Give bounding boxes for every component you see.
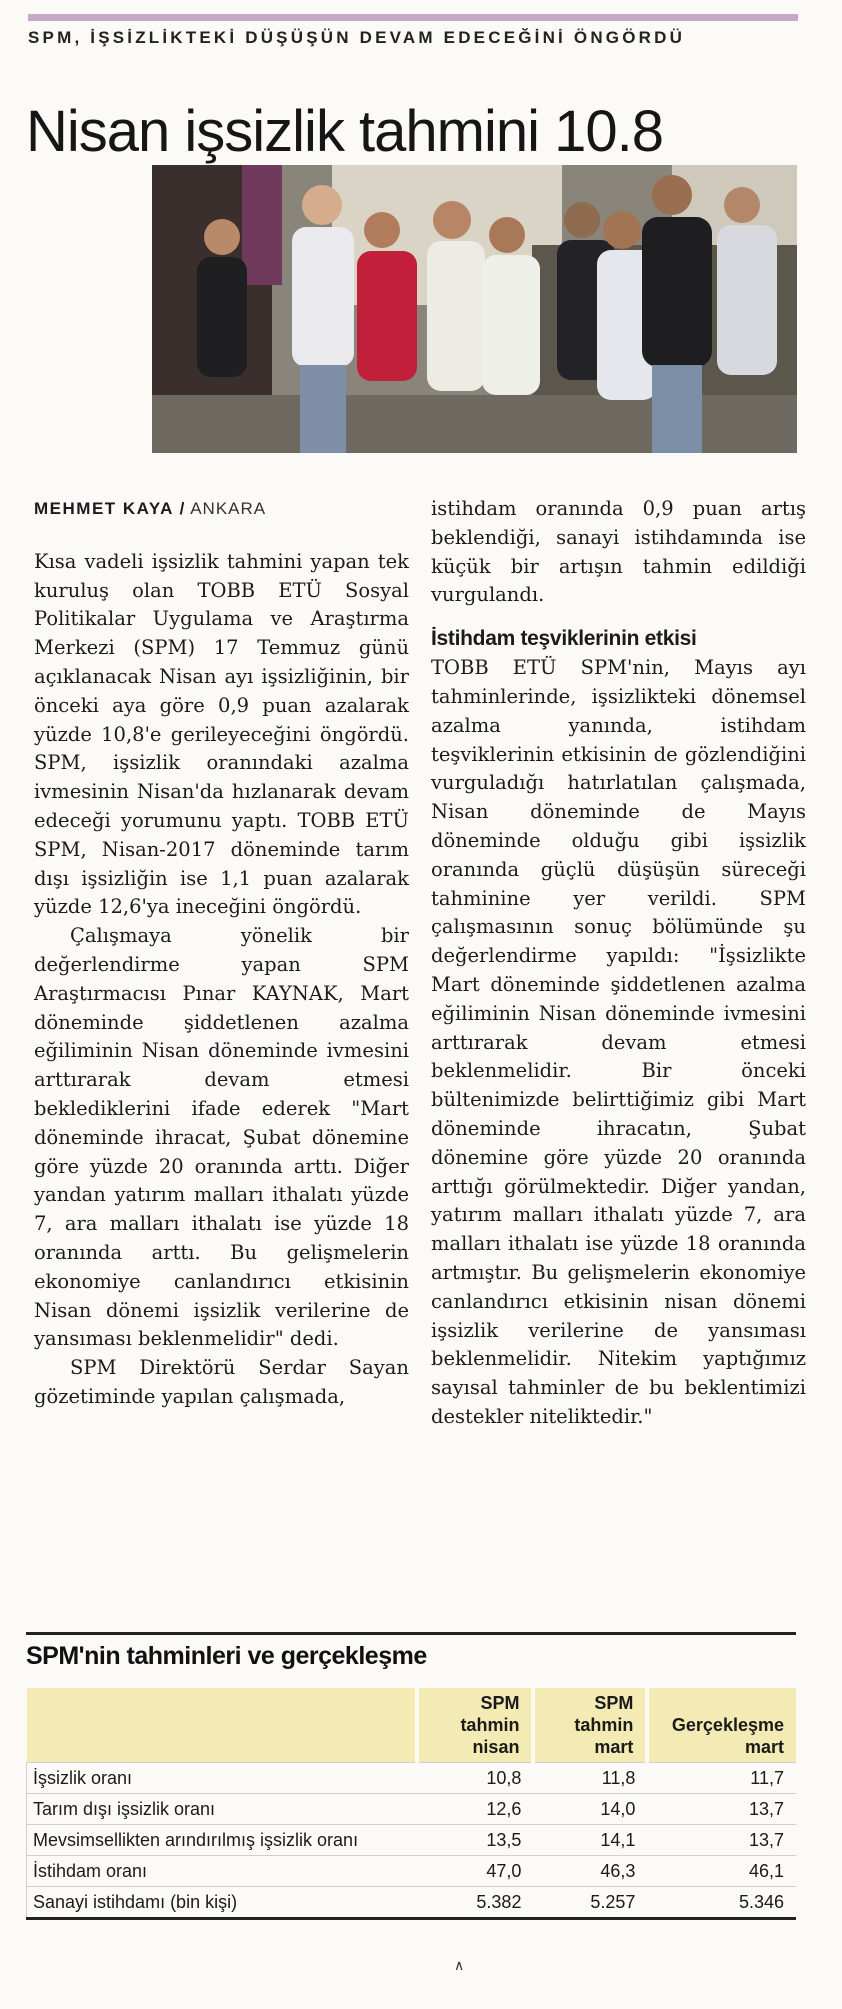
- top-color-rule: [28, 14, 798, 21]
- table-cell: 11,7: [647, 1763, 796, 1794]
- table-cell: 46,3: [533, 1856, 647, 1887]
- table-cell: 13,7: [647, 1794, 796, 1825]
- table-row-label: Sanayi istihdamı (bin kişi): [27, 1887, 417, 1919]
- article-column-left: [34, 495, 409, 1412]
- article-paragraph: Çalışmaya yönelik bir değerlendirme yapan SPM Araştırmacısı Pınar KAYNAK, Mart döneminde şiddetlenen azalma eğiliminin Nisan döneminde ivmesini arttırarak devam etmesi beklediklerini ifade ederek "Mart döneminde ihracat, Şubat dönemine göre yüzde 20 oranında arttı. Diğer yandan yatırım malları ithalatı yüzde 7, ara malları ithalatı ise yüzde 18 oranında arttı. Bu gelişmelerin ekonomiye canlandırıcı etkisinin Nisan dönemi işsizlik verilerine de yansıması beklenmelidir" dedi.: [34, 924, 409, 1351]
- table-row-label: Tarım dışı işsizlik oranı: [27, 1794, 417, 1825]
- table-header-blank: [27, 1688, 417, 1763]
- table-row: [27, 1794, 797, 1825]
- table-header-cell: SPM tahmin nisan: [417, 1688, 534, 1763]
- table-row: [27, 1825, 797, 1856]
- forecast-table: [26, 1688, 796, 1920]
- table-cell: 14,1: [533, 1825, 647, 1856]
- table-header-row: [27, 1688, 797, 1763]
- table-cell: 13,7: [647, 1825, 796, 1856]
- page-mark: ∧: [454, 1958, 465, 1974]
- article-kicker: SPM, İŞSİZLİKTEKİ DÜŞÜŞÜN DEVAM EDECEĞİNİ ÖNGÖRDÜ: [28, 28, 686, 47]
- table-cell: 11,8: [533, 1763, 647, 1794]
- table-header-cell: Gerçekleşme mart: [647, 1688, 796, 1763]
- byline: [34, 495, 409, 524]
- article-paragraph: TOBB ETÜ SPM'nin, Mayıs ayı tahminlerinde, işsizlikteki dönemsel azalma yanında, istihdam teşviklerinin etkisinin de gözlendiğini vurguladığı hatırlatılan çalışmada, Nisan döneminde de Mayıs döneminde olduğu gibi işsizlik oranında güçlü düşüşün süreceği tahminine yer verildi. SPM çalışmasının sonuç bölümünde şu değerlendirme yapıldı: "İşsizlikte Mart döneminde şiddetlenen azalma eğiliminin Nisan döneminde ivmesini arttırarak devam etmesi beklenmelidir. Bir önceki bültenimizde belirttiğimiz gibi Mart döneminde ihracatın, Şubat dönemine göre yüzde 20 oranında arttığı görülmektedir. Diğer yandan, yatırım malları ithalatı yüzde 7, ara malları ithalatı ise yüzde 18 oranında artmıştır. Bu gelişmelerin ekonomiye canlandırıcı etkisinin nisan dönemi işsizlik verilerine de yansıması beklenmelidir. Nitekim yaptığımız sayısal tahminler de bu beklentimizi destekler niteliktedir.": [431, 656, 806, 1428]
- table-cell: 5.382: [417, 1887, 534, 1919]
- table-row: [27, 1763, 797, 1794]
- table-row: [27, 1856, 797, 1887]
- table-cell: 5.257: [533, 1887, 647, 1919]
- table-cell: 14,0: [533, 1794, 647, 1825]
- table-cell: 46,1: [647, 1856, 796, 1887]
- byline-location: ANKARA: [190, 499, 267, 518]
- table-row-label: İstihdam oranı: [27, 1856, 417, 1887]
- article-column-right: [431, 495, 806, 1432]
- table-row-label: İşsizlik oranı: [27, 1763, 417, 1794]
- article-headline: Nisan işsizlik tahmini 10.8: [26, 98, 664, 164]
- table-header-cell: SPM tahmin mart: [533, 1688, 647, 1763]
- table-row: [27, 1887, 797, 1919]
- table-cell: 5.346: [647, 1887, 796, 1919]
- news-photo: [152, 165, 797, 453]
- article-paragraph: Kısa vadeli işsizlik tahmini yapan tek kuruluş olan TOBB ETÜ Sosyal Politikalar Uygulama ve Araştırma Merkezi (SPM) 17 Temmuz günü açıklanacak Nisan ayı işsizliğinin, bir önceki aya göre 0,9 puan azalarak yüzde 10,8'e gerileyeceğini öngördü. SPM, işsizlik oranındaki azalma ivmesinin Nisan'da hızlanarak devam edeceği yorumunu yaptı. TOBB ETÜ SPM, Nisan-2017 döneminde tarım dışı işsizliğin ise 1,1 puan azalarak yüzde 12,6'ya ineceğini öngördü.: [34, 549, 409, 919]
- author-name: MEHMET KAYA: [34, 499, 174, 518]
- table-cell: 13,5: [417, 1825, 534, 1856]
- article-paragraph: istihdam oranında 0,9 puan artış beklendiği, sanayi istihdamında ise küçük bir artışın tahmin edildiği vurgulandı.: [431, 497, 806, 607]
- table-row-label: Mevsimsellikten arındırılmış işsizlik oranı: [27, 1825, 417, 1856]
- table-cell: 12,6: [417, 1794, 534, 1825]
- crowd-photo-illustration: [152, 165, 797, 453]
- table-title: SPM'nin tahminleri ve gerçekleşme: [26, 1642, 427, 1670]
- table-cell: 47,0: [417, 1856, 534, 1887]
- table-cell: 10,8: [417, 1763, 534, 1794]
- table-top-rule: [26, 1632, 796, 1635]
- article-paragraph: SPM Direktörü Serdar Sayan gözetiminde yapılan çalışmada,: [34, 1356, 409, 1408]
- byline-separator: /: [179, 499, 186, 518]
- article-subheading: İstihdam teşviklerinin etkisi: [431, 627, 697, 651]
